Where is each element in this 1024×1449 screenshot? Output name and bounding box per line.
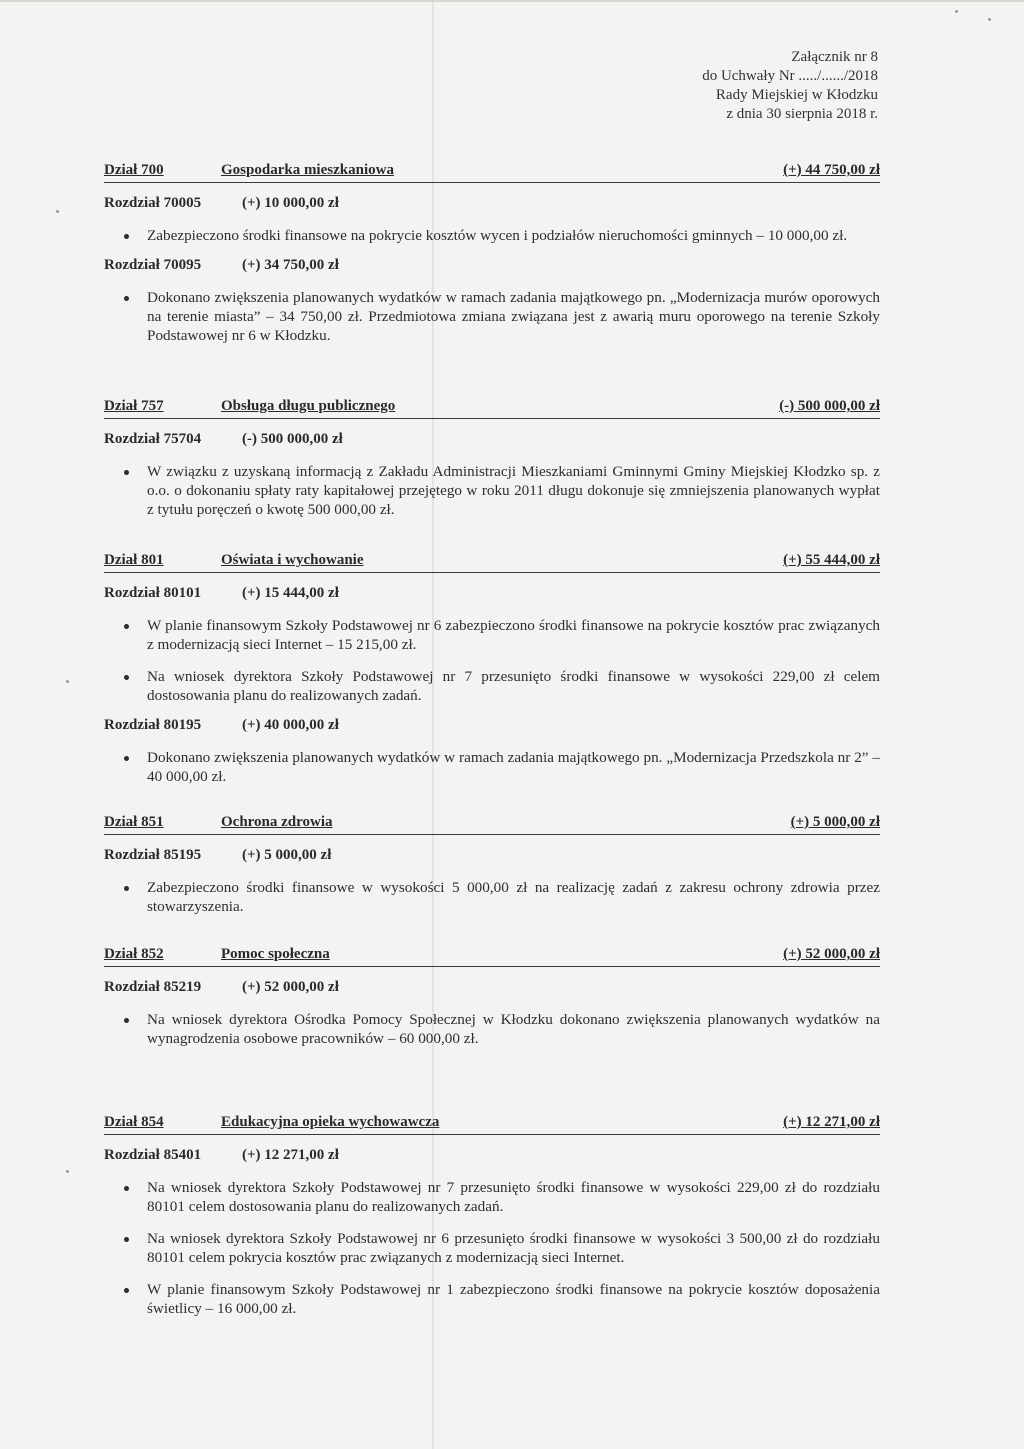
bullet-item [104, 616, 880, 654]
bullet-dot-icon [124, 470, 129, 475]
dzial-amount: (+) 44 750,00 zł [783, 162, 880, 178]
dzial-section [104, 944, 880, 1048]
scan-speck [66, 680, 69, 683]
dzial-heading [104, 396, 880, 419]
bullet-text: Na wniosek dyrektora Szkoły Podstawowej nr 7 przesunięto środki finansowe w wysokości 229,00 zł do rozdziału 80101 celem dostosowania planu do realizowanych zadań. [147, 1179, 880, 1215]
dzial-amount: (+) 52 000,00 zł [783, 946, 880, 962]
dzial-heading [104, 550, 880, 573]
bullet-text: Zabezpieczono środki finansowe na pokrycie kosztów wycen i podziałów nieruchomości gminnych – 10 000,00 zł. [147, 227, 848, 244]
rozdzial-number: Rozdział 85401 [104, 1147, 202, 1163]
rozdzial-heading [104, 715, 880, 735]
bullet-item [104, 1229, 880, 1267]
bullet-dot-icon [124, 1018, 129, 1023]
dzial-name: Obsługa długu publicznego [221, 398, 396, 414]
rozdzial-heading [104, 583, 880, 603]
dzial-section [104, 160, 880, 345]
scan-speck [56, 210, 59, 213]
rozdzial-amount: (+) 34 750,00 zł [242, 257, 339, 273]
dzial-heading [104, 944, 880, 967]
rozdzial-number: Rozdział 85195 [104, 847, 202, 863]
bullet-dot-icon [124, 1186, 129, 1191]
bullet-text: Na wniosek dyrektora Szkoły Podstawowej nr 7 przesunięto środki finansowe w wysokości 229,00 zł celem dostosowania planu do realizowanych zadań. [147, 668, 880, 704]
bullet-text: Dokonano zwiększenia planowanych wydatków w ramach zadania majątkowego pn. „Modernizacja Przedszkola nr 2” – 40 000,00 zł. [147, 749, 880, 785]
rozdzial-amount: (+) 40 000,00 zł [242, 717, 339, 733]
bullet-list [104, 878, 880, 916]
rozdzial-amount: (+) 5 000,00 zł [242, 847, 332, 863]
bullet-item [104, 1010, 880, 1048]
bullet-dot-icon [124, 756, 129, 761]
bullet-item [104, 748, 880, 786]
rozdzial-number: Rozdział 70005 [104, 195, 202, 211]
dzial-amount: (+) 55 444,00 zł [783, 552, 880, 568]
bullet-dot-icon [124, 675, 129, 680]
dzial-heading [104, 160, 880, 183]
dzial-section [104, 1112, 880, 1318]
header-council: Rady Miejskiej w Kłodzku [715, 87, 878, 103]
bullet-item [104, 878, 880, 916]
bullet-item [104, 226, 880, 245]
dzial-amount: (-) 500 000,00 zł [779, 398, 880, 414]
scan-speck [988, 18, 991, 21]
dzial-name: Edukacyjna opieka wychowawcza [221, 1114, 440, 1130]
bullet-list [104, 462, 880, 519]
bullet-text: Dokonano zwiększenia planowanych wydatków w ramach zadania majątkowego pn. „Modernizacja murów oporowych na terenie miasta” – 34 750,00 zł. Przedmiotowa zmiana związana jest z awarią muru oporowego na terenie Szkoły Podstawowej nr 6 w Kłodzku. [147, 289, 880, 344]
bullet-text: W planie finansowym Szkoły Podstawowej nr 6 zabezpieczono środki finansowe na pokrycie kosztów prac związanych z modernizacją sieci Internet – 15 215,00 zł. [147, 617, 880, 653]
dzial-name: Ochrona zdrowia [221, 814, 333, 830]
rozdzial-heading [104, 193, 880, 213]
dzial-section [104, 396, 880, 519]
bullet-dot-icon [124, 296, 129, 301]
dzial-section [104, 550, 880, 786]
bullet-text: Zabezpieczono środki finansowe w wysokości 5 000,00 zł na realizację zadań z zakresu ochrony zdrowia przez stowarzyszenia. [147, 879, 880, 915]
bullet-item [104, 462, 880, 519]
dzial-name: Gospodarka mieszkaniowa [221, 162, 394, 178]
dzial-number: Dział 851 [104, 814, 164, 830]
rozdzial-heading [104, 255, 880, 275]
dzial-heading [104, 812, 880, 835]
dzial-number: Dział 854 [104, 1114, 164, 1130]
bullet-list [104, 1010, 880, 1048]
dzial-number: Dział 852 [104, 946, 164, 962]
header-date: z dnia 30 sierpnia 2018 r. [726, 106, 878, 122]
bullet-text: Na wniosek dyrektora Ośrodka Pomocy Społecznej w Kłodzku dokonano zwiększenia planowanych wydatków na wynagrodzenia osobowe pracowników – 60 000,00 zł. [147, 1011, 880, 1047]
attachment-header [702, 48, 878, 124]
scan-speck [66, 1170, 69, 1173]
bullet-item [104, 288, 880, 345]
bullet-text: Na wniosek dyrektora Szkoły Podstawowej nr 6 przesunięto środki finansowe w wysokości 3 500,00 zł do rozdziału 80101 celem pokrycia kosztów prac związanych z modernizacją sieci Internet. [147, 1230, 880, 1266]
rozdzial-number: Rozdział 70095 [104, 257, 202, 273]
header-resolution-number: do Uchwały Nr ...../....../2018 [702, 68, 878, 84]
bullet-dot-icon [124, 886, 129, 891]
rozdzial-number: Rozdział 85219 [104, 979, 202, 995]
rozdzial-number: Rozdział 80101 [104, 585, 202, 601]
rozdzial-amount: (+) 10 000,00 zł [242, 195, 339, 211]
rozdzial-amount: (+) 52 000,00 zł [242, 979, 339, 995]
dzial-amount: (+) 12 271,00 zł [783, 1114, 880, 1130]
rozdzial-heading [104, 429, 880, 449]
bullet-list [104, 1178, 880, 1318]
dzial-number: Dział 801 [104, 552, 164, 568]
bullet-dot-icon [124, 1237, 129, 1242]
bullet-dot-icon [124, 624, 129, 629]
rozdzial-number: Rozdział 75704 [104, 431, 202, 447]
rozdzial-number: Rozdział 80195 [104, 717, 202, 733]
dzial-amount: (+) 5 000,00 zł [790, 814, 880, 830]
rozdzial-amount: (+) 15 444,00 zł [242, 585, 339, 601]
scan-speck [955, 10, 958, 13]
dzial-number: Dział 757 [104, 398, 164, 414]
bullet-list [104, 288, 880, 345]
dzial-name: Oświata i wychowanie [221, 552, 364, 568]
bullet-dot-icon [124, 234, 129, 239]
bullet-list [104, 748, 880, 786]
rozdzial-heading [104, 1145, 880, 1165]
dzial-name: Pomoc społeczna [221, 946, 330, 962]
dzial-number: Dział 700 [104, 162, 164, 178]
rozdzial-heading [104, 977, 880, 997]
rozdzial-heading [104, 845, 880, 865]
bullet-item [104, 1280, 880, 1318]
bullet-item [104, 1178, 880, 1216]
dzial-section [104, 812, 880, 916]
scan-edge [0, 0, 1024, 2]
header-attachment-number: Załącznik nr 8 [791, 49, 878, 65]
bullet-dot-icon [124, 1288, 129, 1293]
bullet-list [104, 616, 880, 705]
bullet-text: W związku z uzyskaną informacją z Zakładu Administracji Mieszkaniami Gminnymi Gminy Miejskiej Kłodzko sp. z o.o. o dokonaniu spłaty raty kapitałowej przejętego w roku 2011 długu dokonuje się zmniejszenia planowanych wypłat z tytułu poręczeń o kwotę 500 000,00 zł. [147, 463, 880, 518]
bullet-item [104, 667, 880, 705]
bullet-text: W planie finansowym Szkoły Podstawowej nr 1 zabezpieczono środki finansowe na pokrycie kosztów doposażenia świetlicy – 16 000,00 zł. [147, 1281, 880, 1317]
bullet-list [104, 226, 880, 245]
rozdzial-amount: (+) 12 271,00 zł [242, 1147, 339, 1163]
dzial-heading [104, 1112, 880, 1135]
rozdzial-amount: (-) 500 000,00 zł [242, 431, 343, 447]
